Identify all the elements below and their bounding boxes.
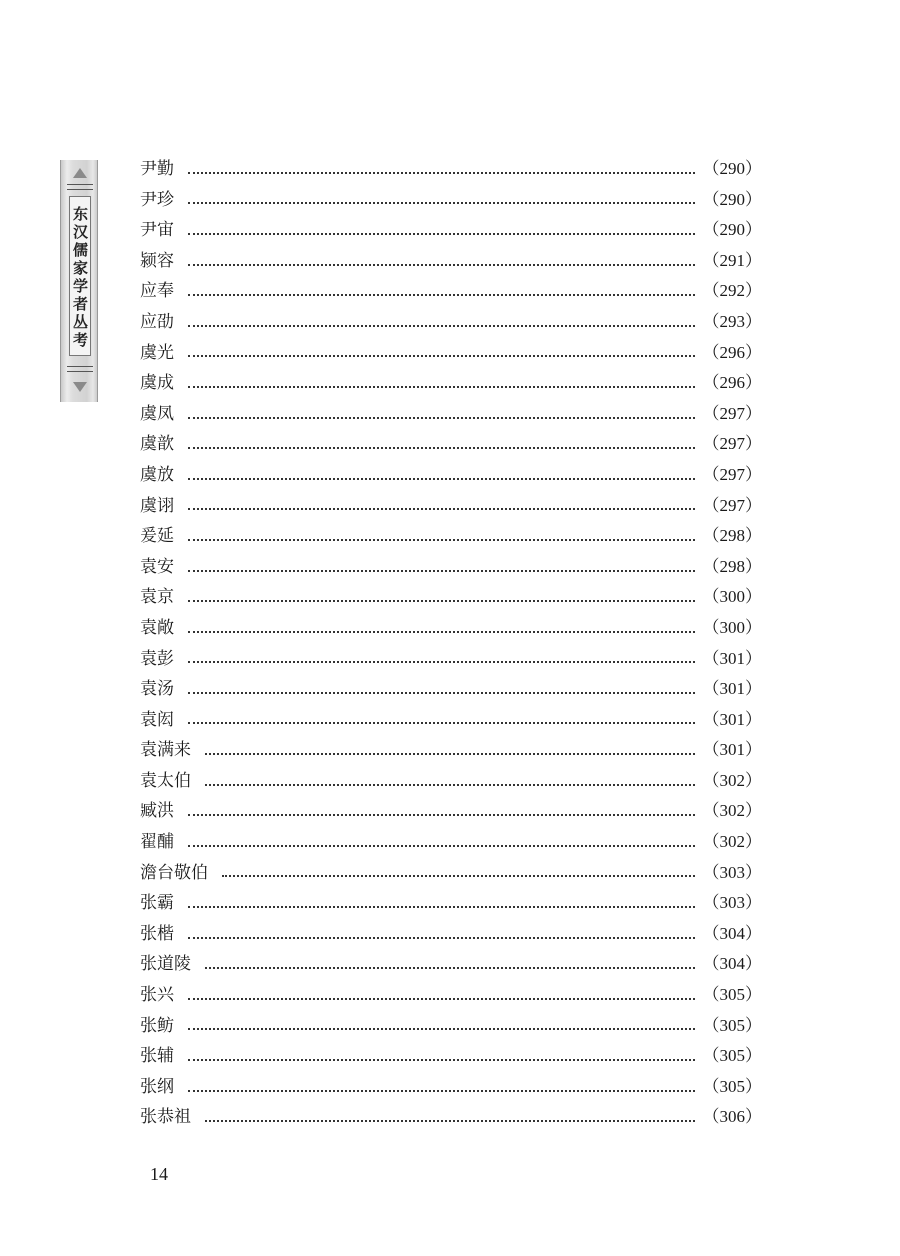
series-title: 东汉儒家学者丛考 [69,196,91,356]
toc-entry-name: 臧洪 [140,801,174,822]
toc-entry-page: （293） [702,311,762,331]
toc-entry[interactable] [140,246,762,277]
toc-entry-page: （296） [702,342,762,362]
toc-entry-name: 尹勤 [140,159,174,179]
toc-entry-page: （301） [702,740,762,760]
toc-dot-leader [188,569,695,572]
toc-entry-page: （301） [702,709,762,729]
toc-dot-leader [188,538,695,541]
toc-dot-leader [188,1027,695,1030]
toc-entry-name: 袁安 [140,556,174,577]
toc-entry[interactable] [140,521,762,552]
toc-entry[interactable] [140,766,762,797]
toc-entry-name: 张霸 [140,893,174,914]
toc-entry-page: （297） [702,434,762,454]
toc-entry[interactable] [140,307,762,338]
toc-dot-leader [188,416,695,419]
toc-entry[interactable] [140,949,762,980]
toc-entry-page: （298） [702,556,762,576]
toc-entry[interactable] [140,980,762,1011]
toc-entry-page: （290） [702,189,762,209]
toc-entry[interactable] [140,429,762,460]
toc-dot-leader [188,507,695,510]
toc-entry-name: 袁闳 [140,709,174,730]
toc-entry[interactable] [140,276,762,307]
toc-entry-name: 张鲂 [140,1015,174,1036]
toc-entry-name: 尹宙 [140,220,174,241]
toc-entry-page: （302） [702,770,762,790]
toc-entry-name: 袁太伯 [140,770,191,791]
toc-dot-leader [188,660,695,663]
toc-entry-page: （300） [702,617,762,637]
ribbon-divider-bottom [67,366,93,372]
toc-dot-leader [188,936,695,939]
toc-entry-name: 袁彭 [140,648,174,669]
ribbon-divider-top [67,184,93,190]
toc-entry[interactable] [140,1072,762,1103]
toc-dot-leader [188,721,695,724]
toc-entry-name: 虞光 [140,342,174,363]
toc-dot-leader [188,1089,695,1092]
toc-entry-page: （298） [702,526,762,546]
toc-dot-leader [188,354,695,357]
toc-entry-page: （302） [702,832,762,852]
toc-dot-leader [188,324,695,327]
toc-dot-leader [188,599,695,602]
toc-entry-page: （304） [702,923,762,943]
toc-entry-page: （304） [702,954,762,974]
toc-entry[interactable] [140,185,762,216]
toc-entry[interactable] [140,460,762,491]
toc-entry[interactable] [140,613,762,644]
toc-entry-name: 袁敞 [140,617,174,638]
toc-entry-name: 袁京 [140,587,174,608]
toc-entry[interactable] [140,644,762,675]
toc-entry-name: 虞诩 [140,495,174,516]
toc-entry-name: 澹台敬伯 [140,862,208,883]
toc-dot-leader [188,1058,695,1061]
toc-dot-leader [188,201,695,204]
toc-dot-leader [188,171,695,174]
toc-entry-page: （297） [702,403,762,423]
toc-dot-leader [188,385,695,388]
toc-entry-page: （290） [702,159,762,178]
toc-entry-name: 张纲 [140,1076,174,1097]
toc-entry[interactable] [140,705,762,736]
toc-entry-name: 应劭 [140,311,174,332]
toc-entry-name: 张楷 [140,923,174,944]
toc-entry-page: （296） [702,373,762,393]
toc-entry-page: （301） [702,679,762,699]
toc-dot-leader [205,966,695,969]
toc-entry-page: （297） [702,464,762,484]
toc-entry[interactable] [140,796,762,827]
toc-dot-leader [222,874,695,877]
table-of-contents [140,154,762,1133]
toc-entry[interactable] [140,735,762,766]
toc-entry[interactable] [140,215,762,246]
page-number: 14 [150,1164,168,1184]
toc-entry[interactable] [140,858,762,889]
toc-entry[interactable] [140,888,762,919]
toc-entry-page: （292） [702,281,762,301]
toc-entry-name: 应奉 [140,281,174,302]
toc-entry-page: （306） [702,1107,762,1127]
ribbon-down-arrow-icon [73,382,87,392]
toc-entry[interactable] [140,827,762,858]
toc-entry-name: 虞歆 [140,434,174,455]
toc-dot-leader [188,477,695,480]
toc-entry-page: （305） [702,1046,762,1066]
toc-entry[interactable] [140,338,762,369]
toc-entry-page: （305） [702,1015,762,1035]
toc-entry-name: 袁满来 [140,740,191,761]
toc-entry-page: （303） [702,862,762,882]
toc-dot-leader [188,691,695,694]
toc-entry[interactable] [140,1102,762,1133]
toc-entry-name: 爰延 [140,526,174,547]
toc-dot-leader [205,1119,695,1122]
toc-entry-name: 虞凤 [140,403,174,424]
toc-dot-leader [188,997,695,1000]
toc-dot-leader [188,293,695,296]
toc-entry-name: 张兴 [140,985,174,1006]
toc-entry-name: 颍容 [140,250,174,271]
toc-entry[interactable] [140,491,762,522]
toc-entry[interactable] [140,1011,762,1042]
toc-dot-leader [188,905,695,908]
toc-entry[interactable] [140,1041,762,1072]
toc-entry[interactable] [140,552,762,583]
toc-entry-page: （303） [702,893,762,913]
series-ribbon [60,160,98,402]
toc-entry-name: 翟酺 [140,832,174,853]
toc-entry-page: （300） [702,587,762,607]
toc-dot-leader [205,752,695,755]
toc-entry-page: （291） [702,250,762,270]
toc-entry[interactable] [140,399,762,430]
toc-dot-leader [188,630,695,633]
toc-entry-page: （290） [702,220,762,240]
toc-dot-leader [188,232,695,235]
toc-entry-name: 虞放 [140,464,174,485]
toc-entry-name: 张辅 [140,1046,174,1067]
toc-dot-leader [205,783,695,786]
toc-entry-name: 尹珍 [140,189,174,210]
toc-entry-name: 袁汤 [140,679,174,700]
toc-entry-page: （302） [702,801,762,821]
toc-entry[interactable] [140,919,762,950]
toc-dot-leader [188,446,695,449]
toc-entry-name: 张道陵 [140,954,191,975]
toc-entry[interactable] [140,154,762,185]
toc-dot-leader [188,813,695,816]
toc-dot-leader [188,263,695,266]
toc-entry[interactable] [140,674,762,705]
toc-entry[interactable] [140,368,762,399]
toc-entry-name: 张恭祖 [140,1107,191,1128]
toc-entry-page: （305） [702,985,762,1005]
toc-entry-page: （297） [702,495,762,515]
ribbon-up-arrow-icon [73,168,87,178]
toc-entry-page: （301） [702,648,762,668]
toc-entry[interactable] [140,582,762,613]
toc-dot-leader [188,844,695,847]
toc-entry-page: （305） [702,1076,762,1096]
toc-entry-name: 虞成 [140,373,174,394]
